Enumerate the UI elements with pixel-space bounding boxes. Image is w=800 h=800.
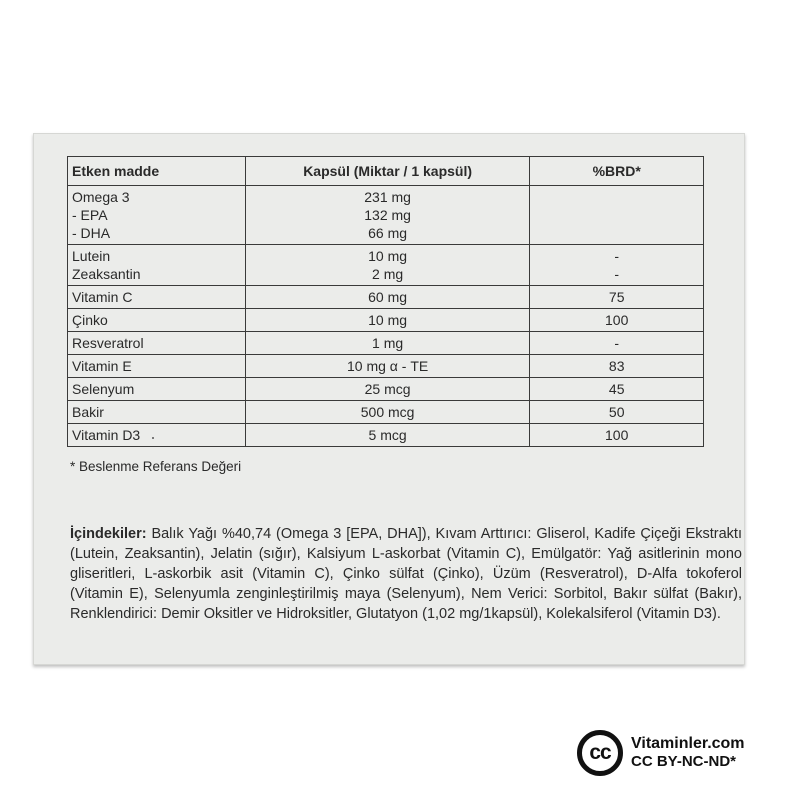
rdv-cell-line: - [614,335,620,351]
rdv-cell-line: 75 [608,289,625,305]
amount-cell [245,355,530,378]
amount-cell-line: 10 mg [368,312,408,328]
amount-cell [245,286,530,309]
rdv-cell-line: 100 [605,312,629,328]
print-speck [152,437,154,439]
rdv-cell-line: - [614,266,620,282]
license-badge [577,730,745,776]
table-row [68,286,704,309]
license-name: CC BY-NC-ND* [631,753,736,770]
ingredient-cell-line: Lutein [72,248,111,264]
ingredient-cell-line: Omega 3 [72,189,130,205]
ingredient-cell [68,286,246,309]
rdv-cell-line: 83 [608,358,625,374]
rdv-cell [530,401,704,424]
site-name: Vitaminler.com [631,735,745,752]
header-rdv: %BRD* [530,157,704,186]
amount-cell-line: 66 mg [368,225,408,241]
header-capsule-amount: Kapsül (Miktar / 1 kapsül) [245,157,530,186]
ingredients-label: İçindekiler: [70,526,147,542]
amount-cell [245,186,530,245]
amount-cell-line: 500 mcg [360,404,415,420]
amount-cell-line: 1 mg [372,335,404,351]
table-row [68,401,704,424]
ingredient-cell [68,332,246,355]
table-row [68,186,704,245]
amount-cell-line: 10 mg [368,248,408,264]
rdv-cell-line [534,188,699,206]
rdv-cell-line: - [614,248,620,264]
ingredient-cell-line: - DHA [72,225,111,241]
ingredient-cell [68,401,246,424]
rdv-cell-line: 50 [608,404,625,420]
rdv-cell [530,309,704,332]
ingredient-cell-line: Vitamin E [72,358,132,374]
ingredient-cell-line: - EPA [72,207,108,223]
ingredient-cell [68,186,246,245]
table-row [68,245,704,286]
footnote: * Beslenme Referans Değeri [70,459,242,474]
rdv-cell [530,424,704,447]
amount-cell-line: 231 mg [364,189,411,205]
ingredient-cell-line: Selenyum [72,381,135,397]
rdv-cell [530,378,704,401]
rdv-cell [530,355,704,378]
table-row [68,332,704,355]
ingredient-cell [68,355,246,378]
ingredient-cell [68,245,246,286]
amount-cell [245,401,530,424]
rdv-cell [530,186,704,245]
table-row [68,309,704,332]
license-text [631,735,745,771]
ingredient-cell-line: Zeaksantin [72,266,141,282]
amount-cell [245,378,530,401]
rdv-cell [530,245,704,286]
amount-cell-line: 2 mg [372,266,404,282]
table-row [68,378,704,401]
rdv-cell-line: 100 [605,427,629,443]
ingredient-cell-line: Resveratrol [72,335,144,351]
amount-cell-line: 132 mg [364,207,411,223]
nutrition-table [67,156,704,447]
table-body [68,186,704,447]
amount-cell [245,332,530,355]
amount-cell-line: 25 mcg [364,381,411,397]
package-back-panel [33,133,745,665]
header-active-ingredient: Etken madde [68,157,246,186]
amount-cell-line: 5 mcg [368,427,407,443]
creative-commons-icon: cc [577,730,623,776]
amount-cell [245,424,530,447]
ingredient-cell-line: Çinko [72,312,108,328]
rdv-cell [530,286,704,309]
amount-cell-line: 10 mg α - TE [346,358,429,374]
table-row [68,424,704,447]
ingredients-text [70,524,742,624]
amount-cell [245,245,530,286]
rdv-cell [530,332,704,355]
table-header-row [68,157,704,186]
ingredient-cell-line: Bakir [72,404,104,420]
ingredient-cell [68,424,246,447]
ingredient-cell-line: Vitamin D3 [72,427,141,443]
amount-cell-line: 60 mg [368,289,408,305]
rdv-cell-line: 45 [608,381,625,397]
ingredient-cell-line: Vitamin C [72,289,133,305]
ingredients-list: Balık Yağı %40,74 (Omega 3 [EPA, DHA]), Kıvam Arttırıcı: Gliserol, Kadife Çiçeği Ekstraktı (Lutein, Zeaksantin), Jelatin (sığır), Kalsiyum L-askorbat (Vitamin C), Emülgatör: Yağ asitlerinin mono gliseritleri, L-askorbik asit (Vitamin C), Çinko sülfat (Çinko), Üzüm (Resveratrol), D-Alfa tokoferol (Vitamin E), Selenyumla zenginleştirilmiş maya (Selenyum), Nem Verici: Sorbitol, Bakır sülfat (Bakır), Renklendirici: Demir Oksitler ve Hidroksitler, Glutatyon (1,02 mg/1kapsül), Kolekalsiferol (Vitamin D3). [70,526,742,622]
table-row [68,355,704,378]
ingredient-cell [68,309,246,332]
amount-cell [245,309,530,332]
ingredient-cell [68,378,246,401]
